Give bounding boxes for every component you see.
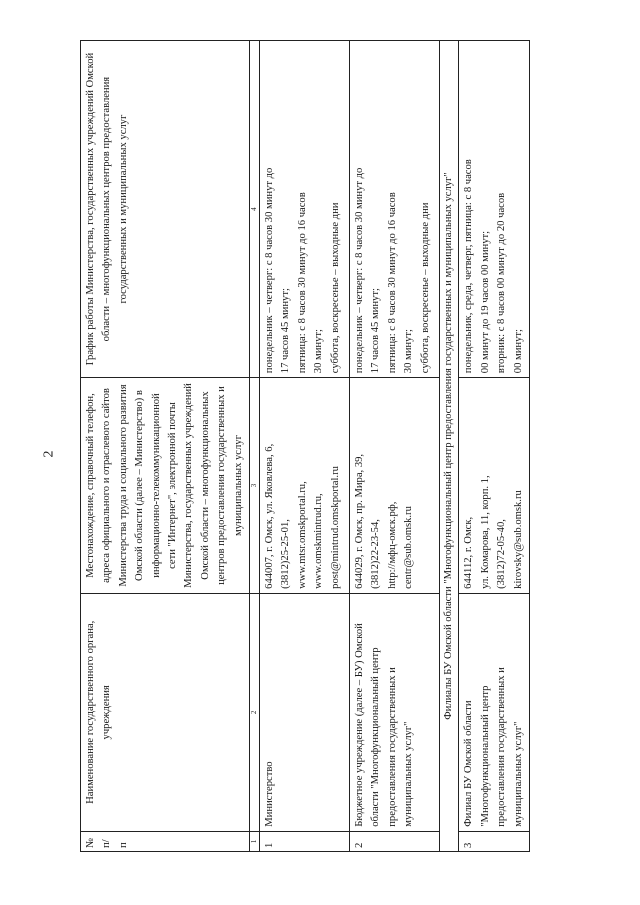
- row-schedule: понедельник, среда, четверг, пятница: с 8 часов 00 минут до 19 часов 00 минут; вторник: с 8 часов 00 минут до 20 часов 00 минут;: [459, 41, 530, 378]
- index-cell: 3: [250, 378, 260, 594]
- index-cell: 2: [250, 593, 260, 831]
- row-contacts: 644112, г. Омск, ул. Комарова, 11, корп. 1, (3812)72-05-40, kirovsky@sub.omsk.ru: [459, 378, 530, 594]
- table-row: [260, 41, 350, 852]
- service-centers-table: [80, 40, 530, 852]
- header-num: № п/п: [81, 831, 250, 851]
- row-contacts: 644029, г. Омск, пр. Мира, 39, (3812)22-23-54, http://мфц-омск.рф, centr@sub.omsk.ru: [350, 378, 440, 594]
- header-schedule: График работы Министерства, государственных учреждений Омской области – многофункциональных центров предоставления государственных и муниципальных услуг: [81, 41, 250, 378]
- table-row: [350, 41, 440, 852]
- row-name: Филиал БУ Омской области "Многофункциональный центр предоставления государственных и муниципальных услуг": [459, 593, 530, 831]
- row-name: Министерство: [260, 593, 350, 831]
- page-number: 2: [41, 450, 57, 458]
- table-row: [459, 41, 530, 852]
- row-name: Бюджетное учреждение (далее – БУ) Омской области "Многофункциональный центр предоставления государственных и муниципальных услуг": [350, 593, 440, 831]
- row-schedule: понедельник – четверг: с 8 часов 30 минут до 17 часов 45 минут; пятница: с 8 часов 30 минут до 16 часов 30 минут; суббота, воскресенье – выходные дни: [260, 41, 350, 378]
- section-title-row: [440, 41, 459, 852]
- table-header-row: [81, 41, 250, 852]
- section-title: Филиалы БУ Омской области "Многофункциональный центр предоставления государственных и муниципальных услуг": [440, 41, 459, 852]
- row-number: 3: [459, 831, 530, 851]
- header-name: Наименование государственного органа, учреждения: [81, 593, 250, 831]
- row-number: 1: [260, 831, 350, 851]
- column-index-row: [250, 41, 260, 852]
- row-schedule: понедельник – четверг: с 8 часов 30 минут до 17 часов 45 минут; пятница: с 8 часов 30 минут до 16 часов 30 минут; суббота, воскресенье – выходные дни: [350, 41, 440, 378]
- index-cell: 1: [250, 831, 260, 851]
- index-cell: 4: [250, 41, 260, 378]
- row-number: 2: [350, 831, 440, 851]
- document-table-rotated: [80, 40, 612, 852]
- row-contacts: 644007, г. Омск, ул. Яковлева, 6, (3812)25-25-01, www.mtsr.omskportal.ru, www.omskmintrud.ru, post@mintrud.omskportal.ru: [260, 378, 350, 594]
- header-contacts: Местонахождение, справочный телефон, адреса официального и отраслевого сайтов Министерства труда и социального развития Омской области (далее – Министерство) в информационно-телекоммуникационной сети "Интернет", электронной почты Министерства, государственных учреждений Омской области – многофункциональных центров предоставления государственных и муниципальных услуг: [81, 378, 250, 594]
